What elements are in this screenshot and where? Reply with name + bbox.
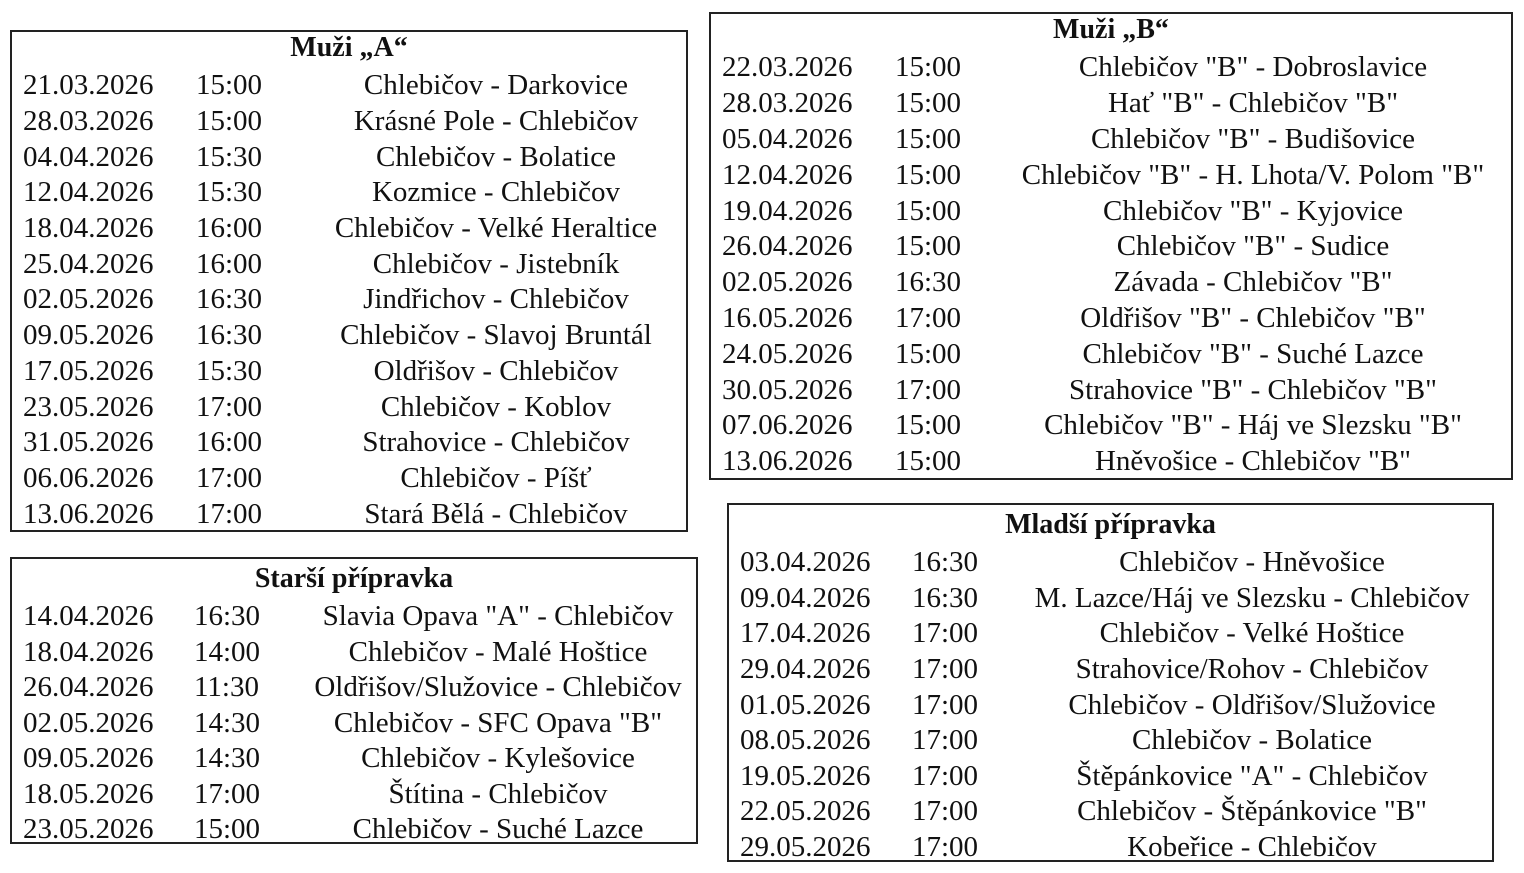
match-teams: Chlebičov - Štěpánkovice "B" (1077, 795, 1427, 828)
schedule-muzi-a (10, 30, 688, 532)
match-date: 22.05.2026 (740, 795, 871, 828)
schedule-title: Muži „A“ (290, 32, 408, 63)
match-teams: Chlebičov - Bolatice (1132, 724, 1372, 757)
match-time: 14:00 (194, 635, 261, 668)
match-teams: Chlebičov - Koblov (380, 390, 612, 423)
match-date: 09.05.2026 (23, 319, 154, 352)
match-teams: Strahovice/Rohov - Chlebičov (1075, 653, 1429, 686)
match-time: 15:00 (895, 230, 962, 263)
match-date: 19.05.2026 (740, 759, 871, 792)
match-time: 16:30 (194, 600, 261, 633)
match-time: 11:30 (194, 671, 259, 704)
match-time: 15:00 (895, 158, 962, 191)
match-time: 15:00 (895, 194, 962, 227)
match-row (711, 229, 1511, 265)
match-row (12, 354, 686, 390)
match-date: 03.04.2026 (740, 546, 871, 579)
match-row (729, 794, 1492, 830)
match-time: 17:00 (895, 373, 962, 406)
match-time: 17:00 (895, 301, 962, 334)
match-row (12, 777, 696, 813)
match-row (12, 670, 696, 706)
match-teams: Hněvošice - Chlebičov "B" (1094, 445, 1412, 478)
match-date: 23.05.2026 (23, 390, 154, 423)
match-date: 01.05.2026 (740, 688, 871, 721)
match-teams: Chlebičov - Malé Hoštice (348, 635, 648, 668)
schedule-starsi-pripravka (10, 557, 698, 844)
match-row (729, 652, 1492, 688)
match-time: 17:00 (196, 497, 263, 530)
match-date: 19.04.2026 (722, 194, 853, 227)
match-time: 16:30 (196, 283, 263, 316)
match-row (12, 599, 696, 635)
match-date: 04.04.2026 (23, 140, 154, 173)
match-date: 24.05.2026 (722, 337, 853, 370)
match-date: 25.04.2026 (23, 247, 154, 280)
match-time: 17:00 (194, 777, 261, 810)
match-time: 16:30 (912, 546, 979, 579)
match-teams: Štítina - Chlebičov (388, 777, 608, 810)
match-date: 09.04.2026 (740, 581, 871, 614)
match-date: 02.05.2026 (23, 283, 154, 316)
match-row (12, 282, 686, 318)
match-teams: Oldřišov "B" - Chlebičov "B" (1080, 301, 1426, 334)
match-row (711, 444, 1511, 480)
match-row (12, 246, 686, 282)
match-time: 16:00 (196, 426, 263, 459)
match-row (12, 496, 686, 532)
match-teams: Kobeřice - Chlebičov (1127, 831, 1377, 864)
schedule-mladsi-pripravka (727, 503, 1494, 862)
schedule-rows (711, 50, 1511, 480)
match-teams: Chlebičov "B" - H. Lhota/V. Polom "B" (1021, 158, 1485, 191)
match-teams: Chlebičov - Suché Lazce (352, 813, 644, 846)
match-teams: Oldřišov/Služovice - Chlebičov (314, 671, 682, 704)
match-row (12, 68, 686, 104)
match-date: 12.04.2026 (722, 158, 853, 191)
match-teams: Strahovice "B" - Chlebičov "B" (1069, 373, 1437, 406)
match-date: 07.06.2026 (722, 409, 853, 442)
match-time: 17:00 (912, 688, 979, 721)
match-row (711, 86, 1511, 122)
match-date: 16.05.2026 (722, 301, 853, 334)
match-teams: Chlebičov - Hněvošice (1119, 546, 1385, 579)
match-date: 17.05.2026 (23, 354, 154, 387)
match-teams: Chlebičov - Kylešovice (361, 742, 635, 775)
match-date: 28.03.2026 (23, 105, 154, 138)
match-date: 14.04.2026 (23, 600, 154, 633)
match-date: 09.05.2026 (23, 742, 154, 775)
match-teams: Stará Bělá - Chlebičov (364, 497, 628, 530)
match-date: 18.05.2026 (23, 777, 154, 810)
match-row (12, 389, 686, 425)
match-row (729, 759, 1492, 795)
match-date: 12.04.2026 (23, 176, 154, 209)
match-row (729, 581, 1492, 617)
match-time: 15:00 (895, 337, 962, 370)
match-time: 15:00 (196, 105, 263, 138)
match-time: 16:30 (895, 266, 962, 299)
match-teams: Slavia Opava "A" - Chlebičov (322, 600, 674, 633)
match-row (12, 425, 686, 461)
match-teams: Chlebičov "B" - Dobroslavice (1078, 51, 1428, 84)
match-row (711, 265, 1511, 301)
match-date: 29.05.2026 (740, 831, 871, 864)
schedule-rows (12, 68, 686, 532)
match-row (729, 545, 1492, 581)
match-teams: Kozmice - Chlebičov (371, 176, 621, 209)
match-row (12, 139, 686, 175)
match-time: 17:00 (196, 461, 263, 494)
match-date: 30.05.2026 (722, 373, 853, 406)
match-teams: Chlebičov - Velké Hoštice (1099, 617, 1405, 650)
match-row (729, 687, 1492, 723)
match-date: 22.03.2026 (722, 51, 853, 84)
match-row (12, 461, 686, 497)
match-row (711, 408, 1511, 444)
match-teams: Chlebičov "B" - Suché Lazce (1082, 337, 1424, 370)
match-row (12, 741, 696, 777)
match-row (12, 318, 686, 354)
match-date: 18.04.2026 (23, 212, 154, 245)
match-teams: Oldřišov - Chlebičov (373, 354, 619, 387)
schedule-title: Starší přípravka (254, 563, 454, 594)
match-time: 17:00 (912, 617, 979, 650)
match-row (711, 193, 1511, 229)
match-date: 13.06.2026 (23, 497, 154, 530)
match-teams: Chlebičov "B" - Háj ve Slezsku "B" (1044, 409, 1462, 442)
schedule-title: Mladší přípravka (1005, 509, 1216, 540)
match-date: 05.04.2026 (722, 122, 853, 155)
match-teams: Chlebičov - Jistebník (372, 247, 620, 280)
match-teams: Chlebičov - Oldřišov/Služovice (1068, 688, 1436, 721)
match-row (711, 50, 1511, 86)
match-time: 17:00 (912, 724, 979, 757)
match-time: 15:00 (196, 69, 263, 102)
match-row (711, 122, 1511, 158)
match-time: 16:00 (196, 247, 263, 280)
match-date: 29.04.2026 (740, 653, 871, 686)
match-time: 15:00 (895, 87, 962, 120)
match-teams: Chlebičov "B" - Kyjovice (1103, 194, 1403, 227)
match-date: 18.04.2026 (23, 635, 154, 668)
match-row (711, 157, 1511, 193)
schedule-title: Muži „B“ (1053, 14, 1169, 45)
match-date: 02.05.2026 (23, 706, 154, 739)
match-teams: Chlebičov - Darkovice (363, 69, 629, 102)
match-teams: M. Lazce/Háj ve Slezsku - Chlebičov (1034, 581, 1470, 614)
match-date: 26.04.2026 (722, 230, 853, 263)
match-time: 15:00 (194, 813, 261, 846)
match-time: 14:30 (194, 742, 261, 775)
match-date: 13.06.2026 (722, 445, 853, 478)
match-teams: Závada - Chlebičov "B" (1113, 266, 1393, 299)
schedule-muzi-b (709, 12, 1513, 480)
match-row (711, 301, 1511, 337)
match-teams: Štěpánkovice "A" - Chlebičov (1076, 759, 1428, 792)
match-teams: Krásné Pole - Chlebičov (353, 105, 639, 138)
match-date: 06.06.2026 (23, 461, 154, 494)
match-row (729, 723, 1492, 759)
match-time: 15:00 (895, 122, 962, 155)
match-teams: Chlebičov "B" - Budišovice (1090, 122, 1416, 155)
match-date: 26.04.2026 (23, 671, 154, 704)
match-time: 15:30 (196, 140, 263, 173)
match-time: 17:00 (912, 653, 979, 686)
match-time: 15:00 (895, 445, 962, 478)
match-teams: Chlebičov - Velké Heraltice (334, 212, 658, 245)
match-row (12, 635, 696, 671)
schedule-rows (12, 599, 696, 848)
match-time: 15:30 (196, 354, 263, 387)
match-date: 17.04.2026 (740, 617, 871, 650)
match-date: 21.03.2026 (23, 69, 154, 102)
match-teams: Hať "B" - Chlebičov "B" (1107, 87, 1399, 120)
match-time: 16:30 (196, 319, 263, 352)
match-teams: Jindřichov - Chlebičov (363, 283, 629, 316)
match-row (12, 706, 696, 742)
match-date: 02.05.2026 (722, 266, 853, 299)
match-time: 14:30 (194, 706, 261, 739)
match-time: 15:00 (895, 409, 962, 442)
match-time: 16:30 (912, 581, 979, 614)
match-date: 23.05.2026 (23, 813, 154, 846)
match-teams: Chlebičov - SFC Opava "B" (333, 706, 663, 739)
schedule-rows (729, 545, 1492, 865)
match-teams: Strahovice - Chlebičov (362, 426, 630, 459)
match-time: 17:00 (912, 795, 979, 828)
match-row (12, 175, 686, 211)
match-time: 16:00 (196, 212, 263, 245)
match-row (711, 372, 1511, 408)
match-row (12, 812, 696, 848)
match-row (729, 830, 1492, 866)
match-teams: Chlebičov "B" - Sudice (1116, 230, 1390, 263)
match-date: 08.05.2026 (740, 724, 871, 757)
match-teams: Chlebičov - Slavoj Bruntál (340, 319, 652, 352)
match-time: 15:30 (196, 176, 263, 209)
match-time: 17:00 (196, 390, 263, 423)
match-row (12, 211, 686, 247)
match-time: 17:00 (912, 831, 979, 864)
match-teams: Chlebičov - Píšť (400, 461, 592, 494)
match-teams: Chlebičov - Bolatice (376, 140, 616, 173)
match-date: 31.05.2026 (23, 426, 154, 459)
match-time: 15:00 (895, 51, 962, 84)
match-time: 17:00 (912, 759, 979, 792)
match-date: 28.03.2026 (722, 87, 853, 120)
match-row (12, 104, 686, 140)
match-row (729, 616, 1492, 652)
match-row (711, 336, 1511, 372)
